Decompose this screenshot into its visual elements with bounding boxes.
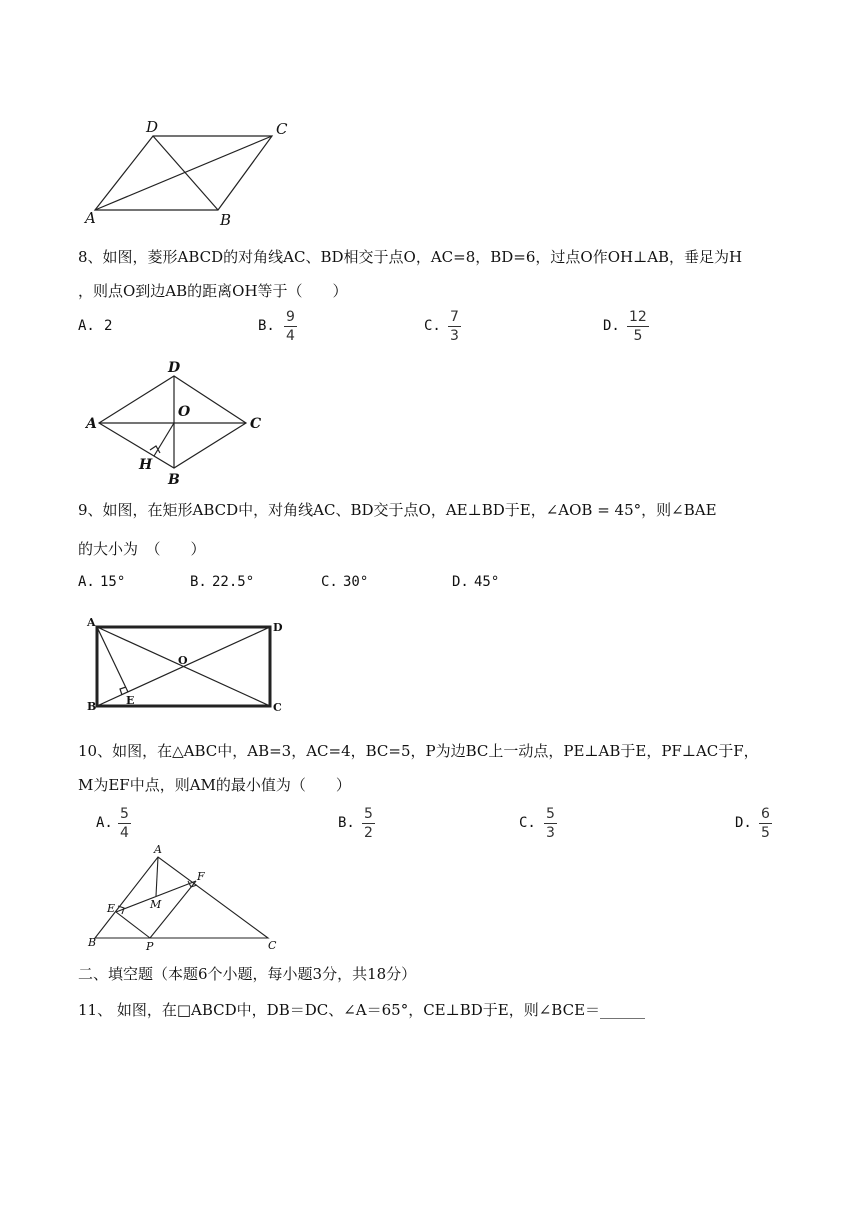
vertex-label-m: M [150,898,162,911]
q10-option-d-label: D. [735,815,752,831]
vertex-label-e: E [126,694,135,707]
vertex-label-c: C [273,701,282,714]
vertex-label-b: B [88,936,97,949]
q10-option-a-denominator: 4 [120,825,129,841]
q8-option-c-denominator: 3 [450,328,459,344]
q10-option-c-numerator: 5 [546,806,555,822]
vertex-label-b: B [87,700,97,713]
vertex-label-o: O [178,654,188,667]
q8-option-a-label: A. [78,318,95,334]
vertex-label-f: F [197,870,205,883]
q8-line1: 8、如图，菱形ABCD的对角线AC、BD相交于点O，AC=8，BD=6，过点O作OH⊥AB，垂足为H [78,248,743,266]
q10-option-d-denominator: 5 [761,825,770,841]
q10-option-c-label: C. [519,815,536,831]
vertex-label-p: P [146,940,154,953]
q10-option-b-denominator: 2 [364,825,373,841]
vertex-label-c: C [250,416,262,432]
q10-line2: M为EF中点，则AM的最小值为（ ） [78,776,351,794]
vertex-label-d: D [273,621,283,634]
q8-option-b-label: B. [258,318,275,334]
q8-option-c-numerator: 7 [450,309,459,325]
q8-option-a-value: 2 [104,318,113,334]
vertex-label-d: D [168,360,181,376]
vertex-label-d: D [146,118,159,136]
q10-option-b-numerator: 5 [364,806,373,822]
q10-option-a-numerator: 5 [120,806,129,822]
q9-line1: 9、如图，在矩形ABCD中，对角线AC、BD交于点O，AE⊥BD于E，∠AOB = 45°，则∠BAE [78,501,717,519]
vertex-label-c: C [276,120,288,138]
section-heading-fill-in: 二、填空题（本题6个小题，每小题3分，共18分） [78,965,417,983]
q9-option-d-label: D. [452,574,469,590]
q9-line2: 的大小为 （ ） [78,540,206,558]
vertex-label-b: B [168,472,180,488]
q8-option-d-numerator: 12 [629,309,647,325]
q9-option-d-value: 45° [474,574,500,590]
vertex-label-c: C [268,939,277,952]
q9-option-b-value: 22.5° [212,574,255,590]
q10-option-d-numerator: 6 [761,806,770,822]
vertex-label-h: H [139,457,153,473]
q9-option-c-value: 30° [343,574,369,590]
q8-option-b-numerator: 9 [286,309,295,325]
q9-option-a-value: 15° [100,574,126,590]
q8-option-d-label: D. [603,318,620,334]
vertex-label-a: A [154,843,162,856]
vertex-label-a: A [87,616,96,629]
vertex-label-o: O [178,404,191,420]
q10-option-b-label: B. [338,815,355,831]
q8-line2: ，则点O到边AB的距离OH等于（ ） [78,282,348,300]
q8-option-d-denominator: 5 [633,328,643,344]
vertex-label-a: A [86,416,97,432]
vertex-label-b: B [220,211,232,229]
vertex-label-e: E [107,902,116,915]
q8-option-c-label: C. [424,318,441,334]
q9-option-a-label: A. [78,574,95,590]
q9-option-b-label: B. [190,574,207,590]
q8-option-b-denominator: 4 [286,328,295,344]
q10-line1: 10、如图，在△ABC中，AB=3，AC=4，BC=5，P为边BC上一动点，PE⊥AB于E，PF⊥AC于F， [78,742,759,760]
q11-text: 11、 如图，在□ABCD中，DB＝DC、∠A＝65°，CE⊥BD于E，则∠BCE＝______ [78,1001,646,1019]
vertex-label-a: A [85,209,96,227]
q10-option-c-denominator: 3 [546,825,555,841]
q9-option-c-label: C. [321,574,338,590]
q10-option-a-label: A. [96,815,113,831]
